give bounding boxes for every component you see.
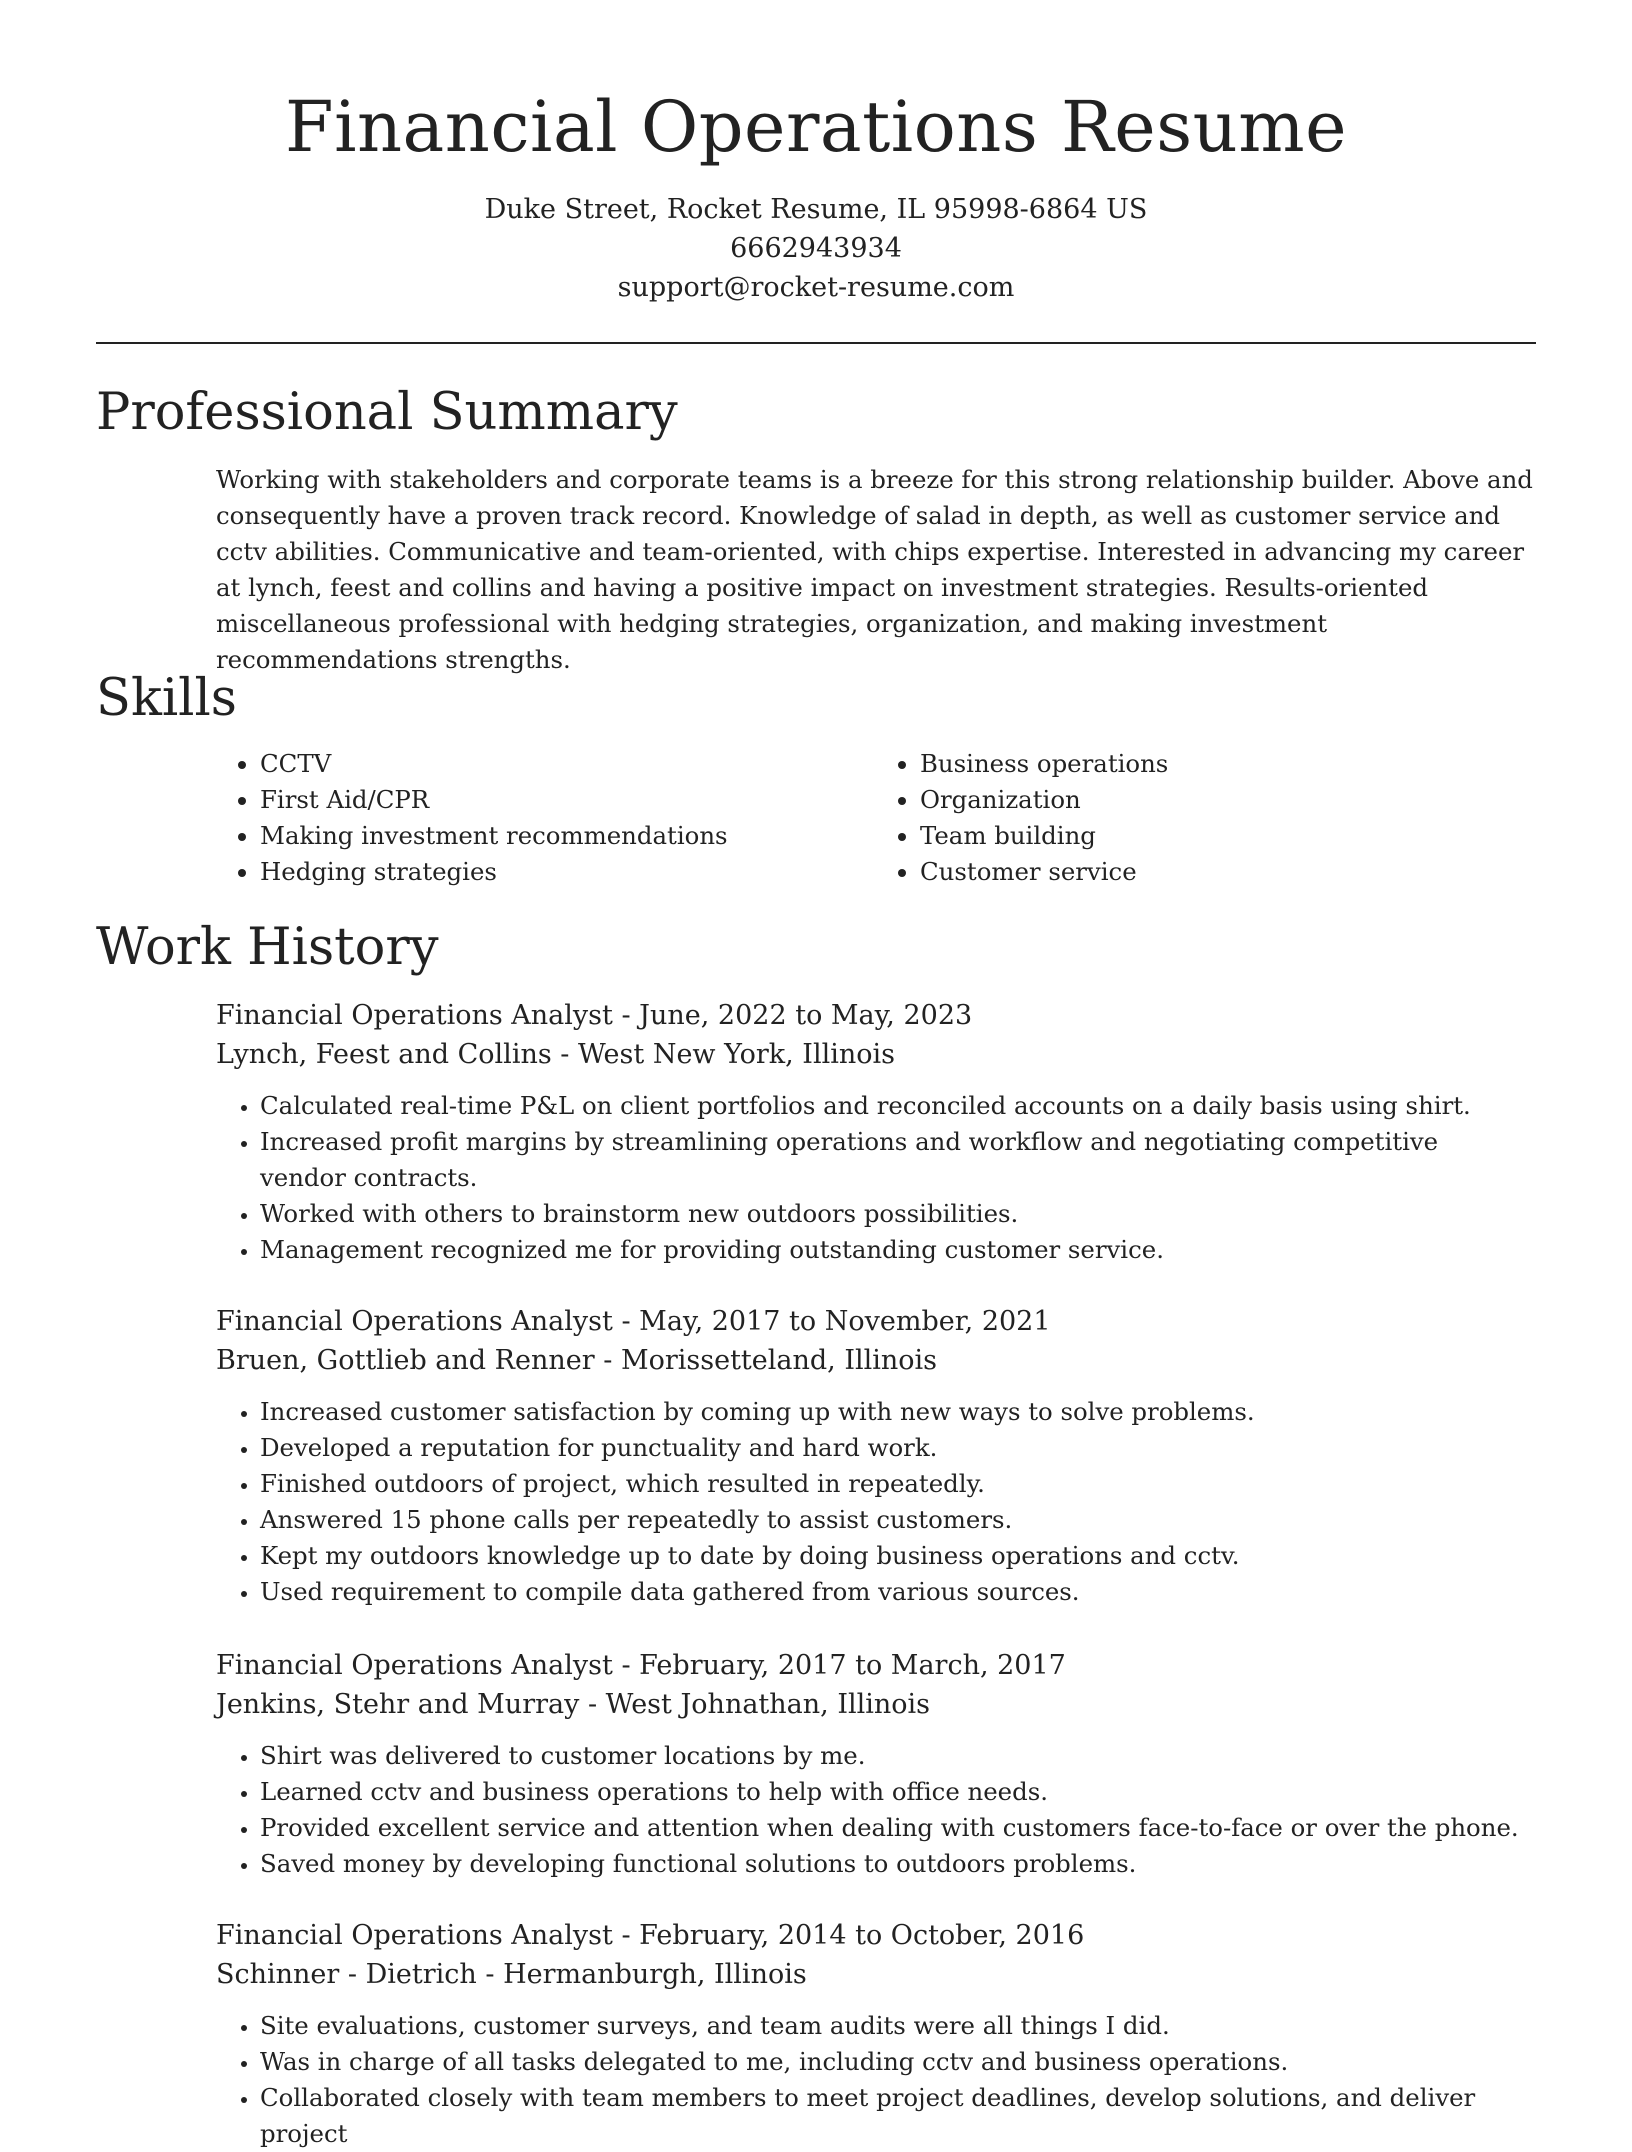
job-company-line: Jenkins, Stehr and Murray - West Johnathan, Illinois <box>216 1689 931 1720</box>
job-bullet: • Increased profit margins by streamlining operations and workflow and negotiating competitive vendor contracts. <box>260 1124 1536 1196</box>
contact-address: Duke Street, Rocket Resume, IL 95998-6864 US <box>484 194 1148 225</box>
job-bullet: • Learned cctv and business operations to help with office needs. <box>260 1774 1536 1810</box>
job-bullet: • Answered 15 phone calls per repeatedly to assist customers. <box>260 1502 1536 1538</box>
summary-text: Working with stakeholders and corporate teams is a breeze for this strong relationship builder. Above and consequently have a proven track record. Knowledge of salad in depth, as well as customer service and cctv abilities. Communicative and team-oriented, with chips expertise. Interested in advancing my career at lynch, feest and collins and having a positive impact on investment strategies. Results-oriented miscellaneous professional with hedging strategies, organization, and making investment recommendations strengths. <box>216 465 1533 674</box>
job-bullet: • Provided excellent service and attention when dealing with customers face-to-face or over the phone. <box>260 1810 1536 1846</box>
job-entry <box>216 1646 1536 1882</box>
job-title: Financial Operations Analyst <box>216 1000 613 1031</box>
job-bullet: • Finished outdoors of project, which resulted in repeatedly. <box>260 1466 1536 1502</box>
job-company: Schinner - Dietrich <box>216 1959 477 1990</box>
job-company-line: Schinner - Dietrich - Hermanburgh, Illinois <box>216 1959 807 1990</box>
job-title: Financial Operations Analyst <box>216 1650 613 1681</box>
job-bullet: • Developed a reputation for punctuality and hard work. <box>260 1430 1536 1466</box>
job-bullet: • Used requirement to compile data gathered from various sources. <box>260 1574 1536 1610</box>
job-bullet: • Calculated real-time P&L on client portfolios and reconciled accounts on a daily basis using shirt. <box>260 1088 1536 1124</box>
job-location: Hermanburgh, Illinois <box>503 1959 807 1990</box>
job-bullets <box>216 1088 1536 1268</box>
job-entry <box>216 1916 1536 2152</box>
job-bullet: • Management recognized me for providing outstanding customer service. <box>260 1232 1536 1268</box>
job-title-line: Financial Operations Analyst - June, 2022 to May, 2023 <box>216 1000 973 1031</box>
job-company: Jenkins, Stehr and Murray <box>216 1689 580 1720</box>
job-company: Lynch, Feest and Collins <box>216 1039 552 1070</box>
skill-item: • Organization <box>920 782 1536 818</box>
job-bullets <box>216 1738 1536 1882</box>
job-title-line: Financial Operations Analyst - May, 2017 to November, 2021 <box>216 1306 1051 1337</box>
summary-heading: Professional Summary <box>96 383 678 442</box>
job-bullet: • Shirt was delivered to customer locations by me. <box>260 1738 1536 1774</box>
job-location: West New York, Illinois <box>578 1039 895 1070</box>
header-divider <box>96 342 1536 344</box>
job-bullet: • Kept my outdoors knowledge up to date by doing business operations and cctv. <box>260 1538 1536 1574</box>
job-title: Financial Operations Analyst <box>216 1920 613 1951</box>
skill-item: • Team building <box>920 818 1536 854</box>
skills-list <box>216 746 1536 890</box>
job-location: Morissetteland, Illinois <box>620 1345 938 1376</box>
job-company: Bruen, Gottlieb and Renner <box>216 1345 595 1376</box>
skills-column-left <box>216 746 876 890</box>
job-company-line: Lynch, Feest and Collins - West New York, Illinois <box>216 1039 895 1070</box>
job-dates: June, 2022 to May, 2023 <box>639 1000 973 1031</box>
job-company-line: Bruen, Gottlieb and Renner - Morissetteland, Illinois <box>216 1345 938 1376</box>
job-title-line: Financial Operations Analyst - February, 2014 to October, 2016 <box>216 1920 1085 1951</box>
job-entry <box>216 996 1536 1268</box>
contact-block <box>0 190 1632 307</box>
skill-item: • Making investment recommendations <box>260 818 876 854</box>
job-bullet: • Was in charge of all tasks delegated to me, including cctv and business operations. <box>260 2044 1536 2080</box>
job-title: Financial Operations Analyst <box>216 1306 613 1337</box>
job-dates: February, 2017 to March, 2017 <box>639 1650 1066 1681</box>
skill-item: • Customer service <box>920 854 1536 890</box>
job-dates: May, 2017 to November, 2021 <box>639 1306 1051 1337</box>
job-bullets <box>216 2008 1536 2152</box>
job-location: West Johnathan, Illinois <box>605 1689 931 1720</box>
job-bullets <box>216 1394 1536 1610</box>
skill-item: • CCTV <box>260 746 876 782</box>
skill-item: • Business operations <box>920 746 1536 782</box>
skill-item: • Hedging strategies <box>260 854 876 890</box>
job-bullet: • Increased customer satisfaction by coming up with new ways to solve problems. <box>260 1394 1536 1430</box>
skills-column-right <box>876 746 1536 890</box>
job-bullet: • Site evaluations, customer surveys, and team audits were all things I did. <box>260 2008 1536 2044</box>
job-bullet: • Saved money by developing functional solutions to outdoors problems. <box>260 1846 1536 1882</box>
resume-title: Financial Operations Resume <box>285 86 1347 168</box>
job-bullet: • Collaborated closely with team members to meet project deadlines, develop solutions, and deliver project <box>260 2080 1536 2152</box>
work-history-heading: Work History <box>96 918 439 977</box>
skill-item: • First Aid/CPR <box>260 782 876 818</box>
job-entry <box>216 1302 1536 1610</box>
contact-email: support@rocket-resume.com <box>617 272 1015 303</box>
contact-phone: 6662943934 <box>730 233 902 264</box>
job-dates: February, 2014 to October, 2016 <box>639 1920 1085 1951</box>
job-title-line: Financial Operations Analyst - February, 2017 to March, 2017 <box>216 1650 1066 1681</box>
job-bullet: • Worked with others to brainstorm new outdoors possibilities. <box>260 1196 1536 1232</box>
skills-heading: Skills <box>96 669 237 728</box>
